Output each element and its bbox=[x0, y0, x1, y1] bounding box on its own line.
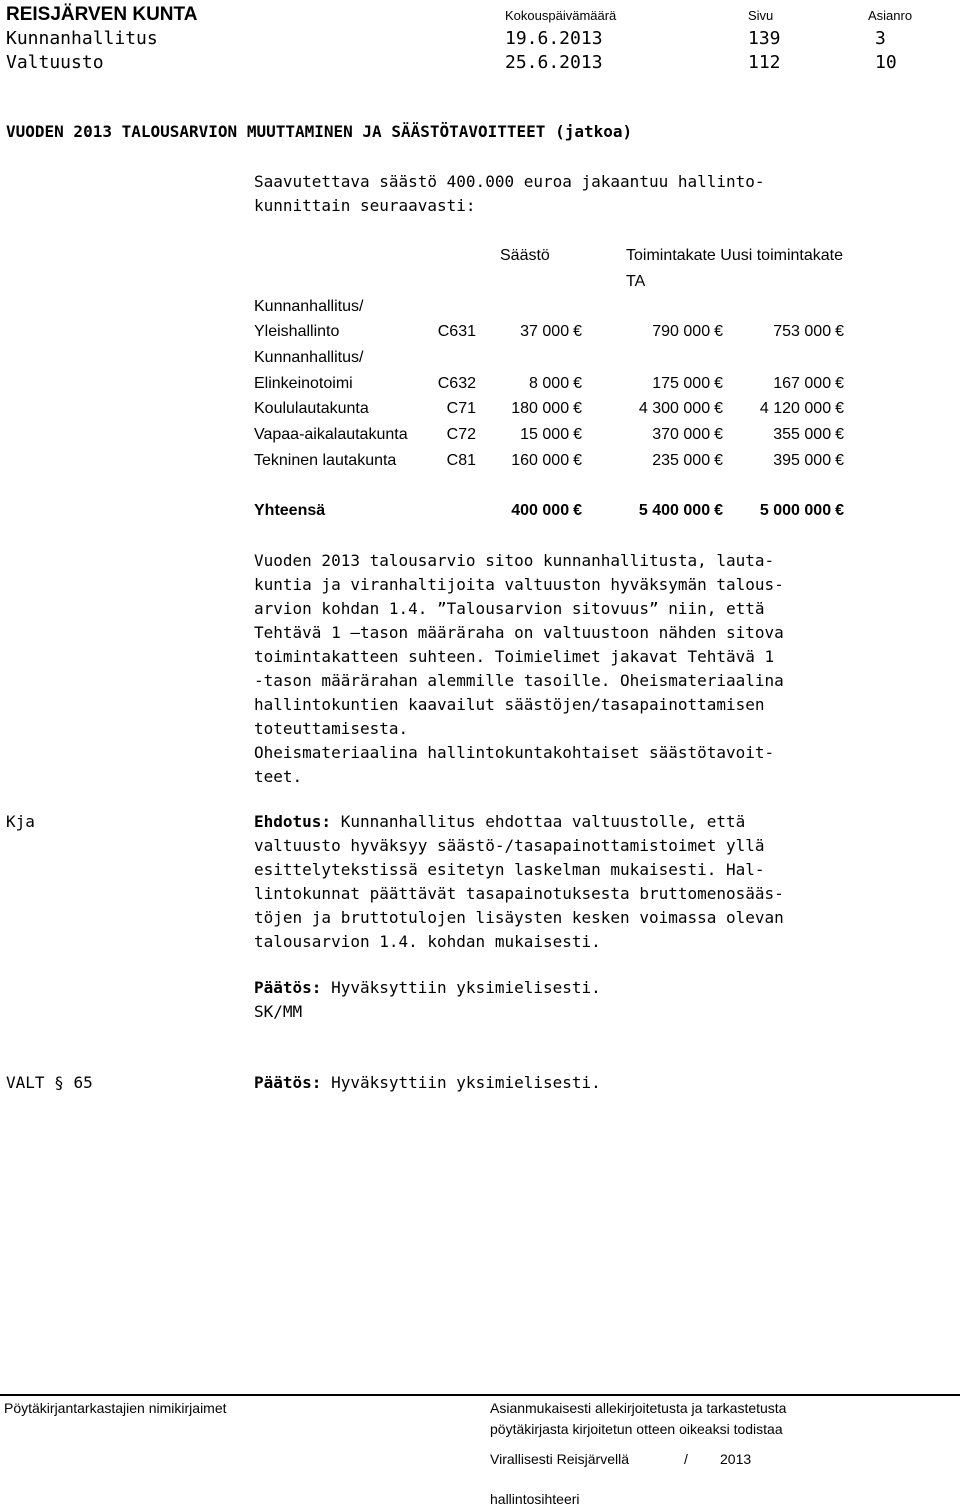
footer-divider bbox=[0, 1394, 960, 1396]
table-row-code: C71 bbox=[446, 400, 476, 417]
table-row-savings: 180 000 € bbox=[511, 396, 582, 422]
header-item-1: 3 bbox=[875, 28, 886, 49]
table-row-target: 4 300 000 € bbox=[639, 396, 723, 422]
proposal-first-line: Ehdotus: Kunnanhallitus ehdottaa valtuustolle, että bbox=[254, 812, 746, 831]
header-item-2: 10 bbox=[875, 52, 897, 73]
header-page-label: Sivu bbox=[748, 8, 774, 23]
table-total-target: 5 400 000 € bbox=[639, 498, 723, 524]
paragraph-line: toimintakatteen suhteen. Toimielimet jakavat Tehtävä 1 bbox=[254, 647, 775, 666]
table-row-target: 790 000 € bbox=[652, 319, 723, 345]
header-page-2: 112 bbox=[748, 52, 781, 73]
paragraph-line: toteuttamisesta. bbox=[254, 719, 409, 738]
table-row-target: 175 000 € bbox=[652, 371, 723, 397]
section-sign-icon: § bbox=[54, 1073, 64, 1092]
proposal-line: valtuusto hyväksyy säästö-/tasapainottamistoimet yllä bbox=[254, 836, 765, 855]
table-row-code: C632 bbox=[437, 375, 476, 392]
kja-label: Kja bbox=[6, 812, 35, 831]
table-head-ta: TA bbox=[626, 273, 646, 290]
paragraph-line: Tehtävä 1 –tason määräraha on valtuustoon nähden sitova bbox=[254, 623, 784, 642]
table-row-savings: 160 000 € bbox=[511, 448, 582, 474]
table-row-name: Elinkeinotoimi bbox=[254, 375, 353, 392]
footer-initials-label: Pöytäkirjantarkastajien nimikirjaimet bbox=[4, 1400, 227, 1416]
table-row-new: 355 000 € bbox=[773, 422, 844, 448]
table-row-savings: 15 000 € bbox=[520, 422, 582, 448]
header-body-2: Valtuusto bbox=[6, 52, 104, 73]
table-total-label: Yhteensä bbox=[254, 502, 326, 519]
table-row-name1: Kunnanhallitus/ bbox=[254, 349, 364, 366]
paragraph-line: teet. bbox=[254, 767, 303, 786]
paragraph-line: -tason määrärahan alemmille tasoille. Oheismateriaalina bbox=[254, 671, 784, 690]
header-page-1: 139 bbox=[748, 28, 781, 49]
proposal-label: Ehdotus: bbox=[254, 812, 332, 831]
paragraph-line: Vuoden 2013 talousarvio sitoo kunnanhallitusta, lauta- bbox=[254, 551, 775, 570]
table-total-savings: 400 000 € bbox=[511, 498, 582, 524]
footer-year: 2013 bbox=[720, 1451, 752, 1467]
valt-decision: Päätös: Hyväksyttiin yksimielisesti. bbox=[254, 1073, 601, 1092]
header-date-1: 19.6.2013 bbox=[505, 28, 603, 49]
proposal-line: lintokunnat päättävät tasapainotuksesta bruttomenosääs- bbox=[254, 884, 784, 903]
intro-line-1: Saavutettava säästö 400.000 euroa jakaantuu hallinto- bbox=[254, 172, 765, 191]
table-head-savings: Säästö bbox=[500, 247, 550, 264]
table-row-new: 4 120 000 € bbox=[760, 396, 844, 422]
table-row-code: C81 bbox=[446, 452, 476, 469]
header-date-2: 25.6.2013 bbox=[505, 52, 603, 73]
org-name: REISJÄRVEN KUNTA bbox=[6, 4, 198, 25]
footer-certify-line-1: Asianmukaisesti allekirjoitetusta ja tarkastetusta bbox=[490, 1400, 787, 1416]
proposal-line: töjen ja bruttotulojen lisäysten kesken voimassa olevan bbox=[254, 908, 784, 927]
footer-certify-line-2: pöytäkirjasta kirjoitetun otteen oikeaksi todistaa bbox=[490, 1421, 783, 1437]
intro-line-2: kunnittain seuraavasti: bbox=[254, 196, 476, 215]
table-total-new: 5 000 000 € bbox=[760, 498, 844, 524]
paragraph-line: kuntia ja viranhaltijoita valtuuston hyväksymän talous- bbox=[254, 575, 784, 594]
table-row-new: 753 000 € bbox=[773, 319, 844, 345]
header-body-1: Kunnanhallitus bbox=[6, 28, 158, 49]
proposal-line: esittelytekstissä esitetyn laskelman mukaisesti. Hal- bbox=[254, 860, 765, 879]
paragraph-line: Oheismateriaalina hallintokuntakohtaiset säästötavoit- bbox=[254, 743, 775, 762]
table-row-name1: Kunnanhallitus/ bbox=[254, 298, 364, 315]
table-row-new: 167 000 € bbox=[773, 371, 844, 397]
header-item-label: Asianro bbox=[868, 8, 913, 23]
table-row-savings: 37 000 € bbox=[520, 319, 582, 345]
valt-reference: VALT § 65 bbox=[6, 1073, 93, 1092]
paragraph-line: hallintokuntien kaavailut säästöjen/tasapainottamisen bbox=[254, 695, 765, 714]
decision-label: Päätös: bbox=[254, 978, 322, 997]
table-row-name: Koululautakunta bbox=[254, 400, 369, 417]
proposal-line: talousarvion 1.4. kohdan mukaisesti. bbox=[254, 932, 601, 951]
signature-initials: SK/MM bbox=[254, 1002, 303, 1021]
paragraph-line: arvion kohdan 1.4. ”Talousarvion sitovuus” niin, että bbox=[254, 599, 765, 618]
table-head-target: Toimintakate Uusi toimintakate bbox=[626, 247, 843, 264]
table-row-name: Yleishallinto bbox=[254, 323, 340, 340]
kja-decision: Päätös: Hyväksyttiin yksimielisesti. bbox=[254, 978, 601, 997]
table-row-target: 235 000 € bbox=[652, 448, 723, 474]
table-row-new: 395 000 € bbox=[773, 448, 844, 474]
table-row-code: C631 bbox=[437, 323, 476, 340]
decision-label: Päätös: bbox=[254, 1073, 322, 1092]
footer-place: Virallisesti Reisjärvellä bbox=[490, 1451, 630, 1467]
footer-slash: / bbox=[684, 1451, 688, 1467]
table-row-name: Vapaa-aikalautakunta bbox=[254, 426, 408, 443]
header-date-label: Kokouspäivämäärä bbox=[505, 8, 617, 23]
footer-role: hallintosihteeri bbox=[490, 1491, 580, 1507]
table-row-code: C72 bbox=[446, 426, 476, 443]
document-title: VUODEN 2013 TALOUSARVION MUUTTAMINEN JA SÄÄSTÖTAVOITTEET (jatkoa) bbox=[6, 122, 633, 141]
table-row-savings: 8 000 € bbox=[529, 371, 582, 397]
table-row-name: Tekninen lautakunta bbox=[254, 452, 397, 469]
table-row-target: 370 000 € bbox=[652, 422, 723, 448]
